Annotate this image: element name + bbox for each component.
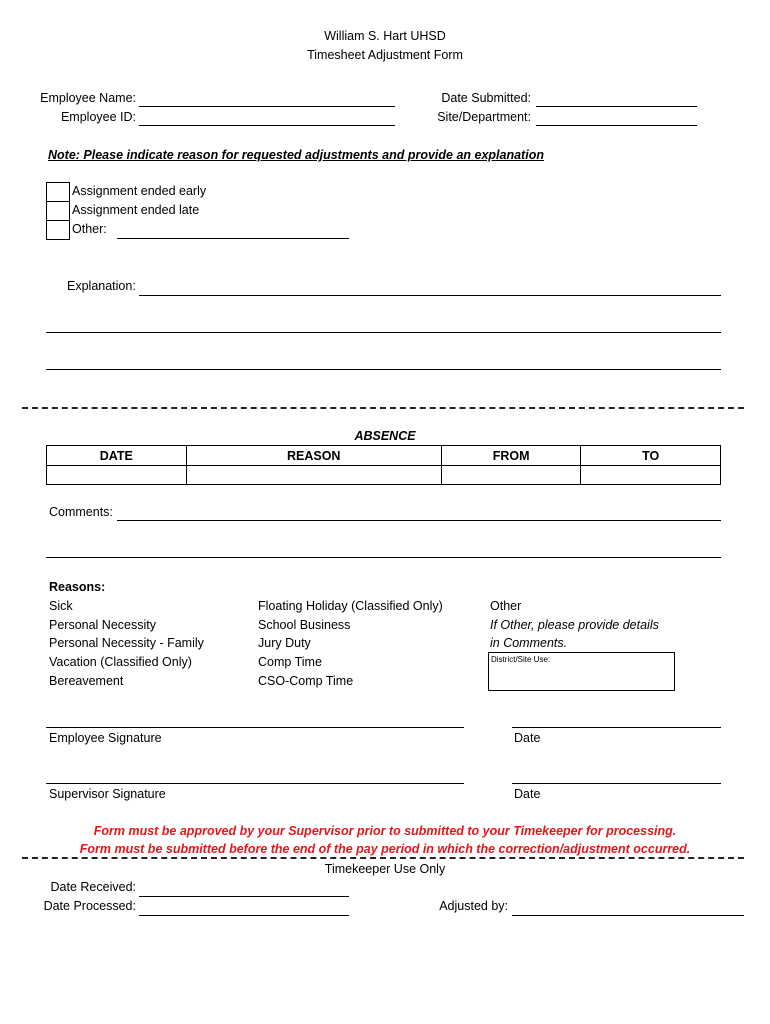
ended-early-label: Assignment ended early (72, 184, 207, 198)
ended-late-label: Assignment ended late (72, 203, 200, 217)
employee-date-line[interactable] (512, 727, 721, 728)
ended-late-checkbox[interactable] (46, 201, 70, 221)
date-submitted-field[interactable] (536, 106, 697, 107)
other-note-1: If Other, please provide details (490, 618, 659, 632)
note-text: Note: Please indicate reason for requested adjustments and provide an explanation (48, 148, 544, 162)
reason-item: Vacation (Classified Only) (49, 655, 192, 669)
adjusted-by-field[interactable] (512, 915, 744, 916)
supervisor-date-label: Date (514, 787, 541, 801)
ended-early-checkbox[interactable] (46, 182, 70, 202)
date-processed-field[interactable] (139, 915, 349, 916)
reason-item: Jury Duty (258, 636, 311, 650)
district-use-box[interactable] (488, 652, 675, 691)
warning-line-2: Form must be submitted before the end of the pay period in which the correction/adjustment occurred. (79, 842, 691, 856)
employee-name-field[interactable] (139, 106, 395, 107)
date-processed-label: Date Processed: (43, 899, 136, 913)
employee-id-field[interactable] (139, 125, 395, 126)
reasons-title: Reasons: (49, 580, 106, 594)
reason-item: Sick (49, 599, 73, 613)
comments-field-2[interactable] (46, 557, 721, 558)
supervisor-signature-label: Supervisor Signature (49, 787, 166, 801)
other-label: Other: (72, 222, 107, 236)
reason-cell[interactable] (186, 466, 441, 485)
supervisor-signature-line[interactable] (46, 783, 464, 784)
reason-item: Floating Holiday (Classified Only) (258, 599, 443, 613)
reason-item-other: Other (490, 599, 522, 613)
col-date: DATE (47, 446, 187, 466)
reason-item: Bereavement (49, 674, 124, 688)
district-use-label: District/Site Use: (491, 655, 551, 664)
reason-item: Personal Necessity (49, 618, 156, 632)
reason-item: Comp Time (258, 655, 322, 669)
comments-label: Comments: (49, 505, 113, 519)
absence-title: ABSENCE (354, 429, 416, 443)
col-to: TO (581, 446, 721, 466)
reason-item: School Business (258, 618, 351, 632)
employee-signature-label: Employee Signature (49, 731, 162, 745)
date-received-field[interactable] (139, 896, 349, 897)
explanation-label: Explanation: (67, 279, 136, 293)
site-department-field[interactable] (536, 125, 697, 126)
site-department-label: Site/Department: (437, 110, 531, 124)
date-received-label: Date Received: (50, 880, 136, 894)
explanation-field-2[interactable] (46, 332, 721, 333)
date-cell[interactable] (47, 466, 187, 485)
employee-date-label: Date (514, 731, 541, 745)
other-checkbox[interactable] (46, 220, 70, 240)
other-field[interactable] (117, 238, 349, 239)
supervisor-date-line[interactable] (512, 783, 721, 784)
form-title: Timesheet Adjustment Form (307, 48, 463, 62)
to-cell[interactable] (581, 466, 721, 485)
timekeeper-title: Timekeeper Use Only (324, 862, 446, 876)
other-note-2: in Comments. (490, 636, 568, 650)
employee-name-label: Employee Name: (40, 91, 136, 105)
reason-item: Personal Necessity - Family (49, 636, 204, 650)
org-name: William S. Hart UHSD (324, 29, 446, 43)
reason-item: CSO-Comp Time (258, 674, 354, 688)
explanation-field-3[interactable] (46, 369, 721, 370)
employee-signature-line[interactable] (46, 727, 464, 728)
warning-line-1: Form must be approved by your Supervisor prior to submitted to your Timekeeper for processing. (93, 824, 677, 838)
absence-table (46, 445, 721, 485)
col-from: FROM (441, 446, 581, 466)
col-reason: REASON (186, 446, 441, 466)
explanation-field-1[interactable] (139, 295, 721, 296)
adjusted-by-label: Adjusted by: (439, 899, 508, 913)
from-cell[interactable] (441, 466, 581, 485)
comments-field-1[interactable] (117, 520, 721, 521)
employee-id-label: Employee ID: (60, 110, 136, 124)
date-submitted-label: Date Submitted: (441, 91, 531, 105)
divider (22, 407, 744, 409)
divider (22, 857, 744, 859)
table-row (47, 466, 721, 485)
